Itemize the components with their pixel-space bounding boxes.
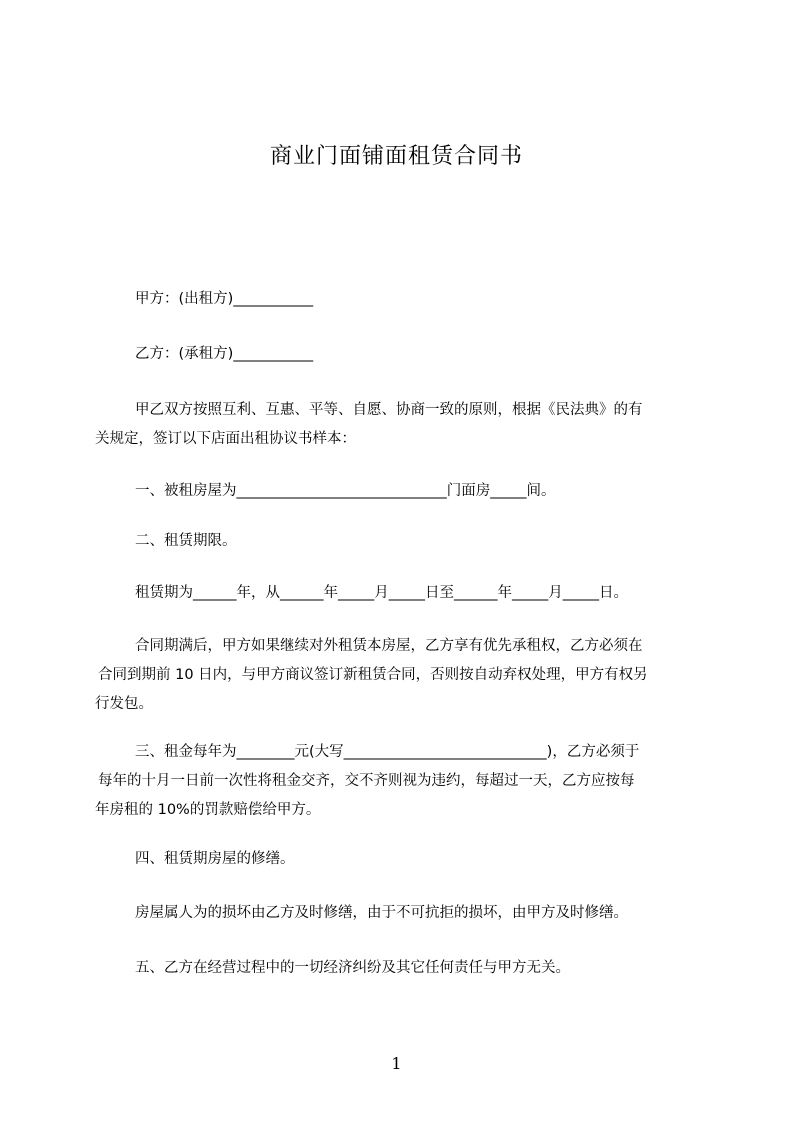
page-number: 1 (391, 1054, 402, 1073)
clause-3-line-2: 每年的十月一日前一次性将租金交齐，交不齐则视为违约，每超过一天，乙方应按每 (98, 773, 635, 789)
document-title: 商业门面铺面租赁合同书 (269, 144, 523, 169)
preamble-line-1: 甲乙双方按照互利、互惠、平等、自愿、协商一致的原则，根据《民法典》的有 (135, 402, 643, 418)
clause-1: 一、被租房屋为_____________________________门面房_____间。 (135, 483, 556, 499)
clause-2-term: 租赁期为______年，从______年_____月_____日至______年_____月_____日。 (135, 585, 628, 601)
clause-3-line-3: 年房租的 10%的罚款赔偿给甲方。 (95, 802, 321, 818)
preamble-line-2: 关规定，签订以下店面出租协议书样本： (95, 431, 356, 447)
clause-2-title: 二、租赁期限。 (135, 533, 237, 549)
clause-3 (95, 738, 700, 825)
renewal-line-2: 合同到期前 10 日内，与甲方商议签订新租赁合同，否则按自动弃权处理，甲方有权另 (98, 667, 648, 683)
renewal-line-3: 行发包。 (95, 696, 153, 712)
clause-2-renewal (95, 632, 700, 719)
clause-5: 五、乙方在经营过程中的一切经济纠纷及其它任何责任与甲方无关。 (135, 960, 570, 976)
clause-4-title: 四、租赁期房屋的修缮。 (135, 851, 295, 867)
clause-3-line-1: 三、租金每年为________元(大写____________________________)，乙方必须于 (135, 744, 640, 760)
clause-4-body: 房屋属人为的损坏由乙方及时修缮，由于不可抗拒的损坏，由甲方及时修缮。 (135, 905, 628, 921)
renewal-line-1: 合同期满后，甲方如果继续对外租赁本房屋，乙方享有优先承租权，乙方必须在 (135, 638, 643, 654)
preamble-paragraph (95, 396, 700, 454)
party-a-line: 甲方：(出租方)___________ (135, 291, 314, 307)
party-b-line: 乙方：(承租方)___________ (135, 346, 314, 362)
